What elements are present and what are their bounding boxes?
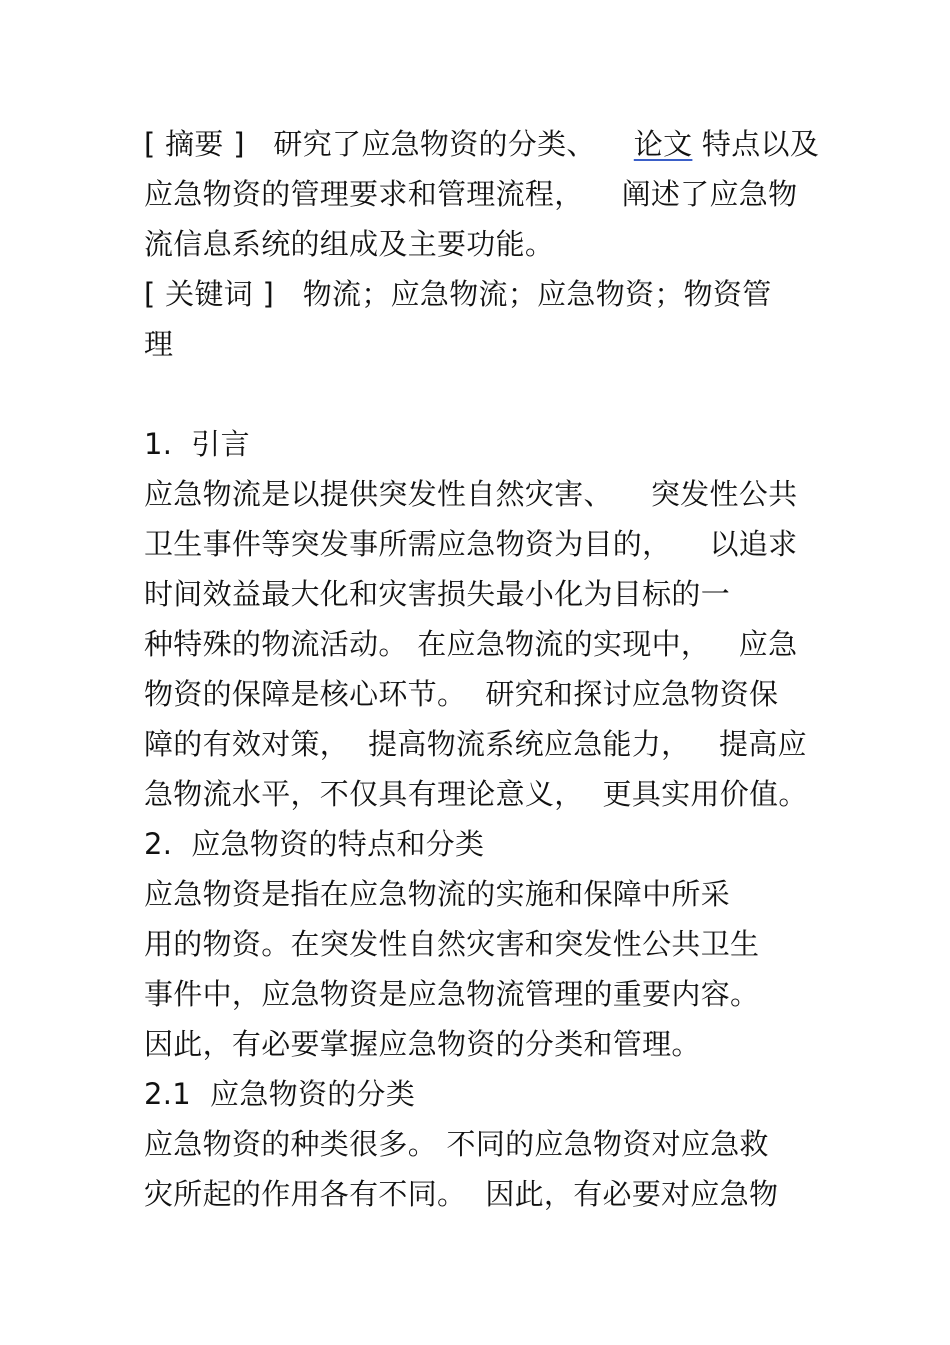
abstract-line-3: 流信息系统的组成及主要功能。 [144, 227, 555, 261]
section-2-1-line: 灾所起的作用各有不同。 因此，有必要对应急物 [144, 1177, 779, 1211]
section-1-heading: 1. 引言 [144, 427, 250, 461]
abstract-text-pre: [ 摘要 ] 研究了应急物资的分类、 [144, 127, 634, 161]
section-1-line: 物资的保障是核心环节。 研究和探讨应急物资保 [144, 677, 779, 711]
keywords-line-1: [ 关键词 ] 物流；应急物流；应急物资；物资管 [144, 277, 772, 311]
abstract-line-2: 应急物资的管理要求和管理流程， 阐述了应急物 [144, 177, 798, 211]
section-1-line: 急物流水平，不仅具有理论意义， 更具实用价值。 [144, 777, 808, 811]
paper-link[interactable]: 论文 [633, 127, 693, 161]
section-2-line: 事件中，应急物资是应急物流管理的重要内容。 [144, 977, 760, 1011]
section-2-1-line: 应急物资的种类很多。 不同的应急物资对应急救 [144, 1127, 769, 1161]
section-1-line: 时间效益最大化和灾害损失最小化为目标的一 [144, 577, 731, 611]
section-2-line: 因此，有必要掌握应急物资的分类和管理。 [144, 1027, 701, 1061]
keywords-line-2: 理 [144, 327, 174, 361]
section-2-heading: 2. 应急物资的特点和分类 [144, 827, 485, 861]
abstract-text-post: 特点以及 [692, 127, 820, 161]
section-1-line: 障的有效对策， 提高物流系统应急能力， 提高应 [144, 727, 807, 761]
section-2-line: 用的物资。在突发性自然灾害和突发性公共卫生 [144, 927, 760, 961]
section-2-line: 应急物资是指在应急物流的实施和保障中所采 [144, 877, 731, 911]
section-1-line: 种特殊的物流活动。 在应急物流的实现中， 应急 [144, 627, 798, 661]
section-1-line: 应急物流是以提供突发性自然灾害、 突发性公共 [144, 477, 798, 511]
section-1-line: 卫生事件等突发事所需应急物资为目的， 以追求 [144, 527, 798, 561]
section-2-1-heading: 2.1 应急物资的分类 [144, 1077, 416, 1111]
abstract-line-1 [144, 124, 819, 164]
